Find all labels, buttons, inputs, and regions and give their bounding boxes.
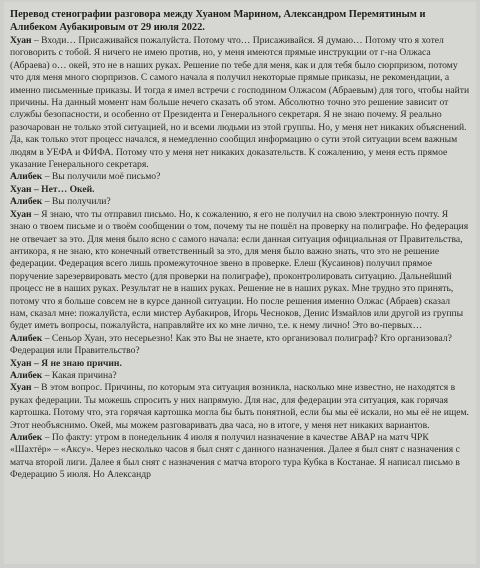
document-title: Перевод стенографии разговора между Хуаном Марином, Александром Перемятиным и Алибеком Аубакировым от 29 июля 2022. xyxy=(10,9,426,33)
line-text: – Сеньор Хуан, это несерьезно! Как это Вы не знаете, кто организовал полиграф? Кто организовал? Федерация или Правительство? xyxy=(10,332,452,357)
line-text: – Я не знаю причин. xyxy=(33,357,122,369)
transcript-line xyxy=(10,382,470,432)
transcript-line xyxy=(10,196,470,208)
transcript-line xyxy=(10,358,470,370)
line-text: – Входи… Присаживайся пожалуйста. Потому что… Присаживайся. Я думаю… Потому что я хотел поговорить с тобой. Я ничего не имею против, но, у меня имеются прямые инструкции от г-на Олжаса (Абраева) о… окей, это не в наших руках. Решение по тебе для меня, как и для тебя было сюрпризом, потому что для меня много сюрпризов. С самого начала я получил некоторые прямые приказы, не рекомендации, а именно письменные приказы. И тогда я имел встречи с господином Олжасом (Абраевым) для того, чтобы найти причины. На данный момент нам больше нечего сказать об этом. Абсолютно точно это решение зависит от службы безопасности, и особенно от Президента и Генерального секретаря. Я не знаю почему. Я реально разочарован не только этой ситуацией, но и всеми людьми из этой группы. Но, у меня нет никаких объяснений. Да, как только этот процесс начался, я немедленно сообщил информацию о сути этой ситуации всем важным людям в УЕФА и ФИФА. Потому что у меня нет никаких доказательств. К сожалению, у меня есть прямое указание Генерального секретаря. xyxy=(10,35,470,171)
line-text: – Вы получили? xyxy=(44,196,111,208)
speaker-name: Алибек xyxy=(10,171,43,183)
speaker-name: Алибек xyxy=(10,332,43,344)
speaker-name: Хуан xyxy=(10,357,32,369)
speaker-name: Хуан xyxy=(10,183,32,195)
line-text: – Какая причина? xyxy=(44,369,117,381)
line-text: – Вы получили моё письмо? xyxy=(44,171,161,183)
speaker-name: Хуан xyxy=(10,35,32,46)
speaker-name: Хуан xyxy=(10,208,32,220)
speaker-name: Алибек xyxy=(10,196,43,208)
transcript-line xyxy=(10,35,470,171)
line-text: – По факту: утром в понедельник 4 июля я получил назначение в качестве АВАР на матч ЧРК «Шахтёр» – «Аксу». Через несколько часов я был снят с данного назначения. Далее я был снят с назначения с матча второй лиги. Далее я был снят с назначения с матча второго тура Кубка в Костанае. Я написал письмо в Федерацию 5 июля. Но Александр xyxy=(10,432,460,481)
transcript-line xyxy=(10,370,470,382)
document-page xyxy=(4,2,476,564)
transcript-line xyxy=(10,209,470,333)
speaker-name: Алибек xyxy=(10,369,43,381)
speaker-name: Хуан xyxy=(10,382,32,394)
transcript-line xyxy=(10,432,470,482)
line-text: – Нет… Окей. xyxy=(33,183,95,195)
line-text: – Я знаю, что ты отправил письмо. Но, к сожалению, я его не получил на свою электронную почту. Я знаю о твоем письме и о твоём сообщении о том, почему ты не пошёл на проверку на полиграфе. Но федерация не отвечает за это. Для меня было ясно с самого начала: если данная ситуация официальная от Правительства, антикора, я не знаю, кто конечный ответственный за это, для меня было важно знать, что это не решение федерации. Федерация всего лишь промежуточное звено в проверке. Елеш (Кусаинов) получил прямое поручение зарезервировать место (для проверки на полиграфе), проконтролировать ситуацию. Дальнейший процесс не в наших руках. Результат не в наших руках. Решение не в наших руках. Мне трудно это принять, потому что я больше совсем не в курсе данной ситуации. Но после решения именно Олжас (Абраев) сказал нам, сказал мне: пожалуйста, если мистер Аубакиров, Игорь Чесноков, Денис Измайлов или другой из группы будет иметь вопросы, пожалуйста, направляйте их ко мне лично, т.е. к нему лично! Это во-первых… xyxy=(10,208,469,332)
line-text: – В этом вопрос. Причины, по которым эта ситуация возникла, насколько мне известно, не находятся в руках федерации. Ты можешь спросить у них напрямую. Для нас, для федерации эта ситуация, как горячая картошка. Потому что, эта горячая картошка могла бы быть понятной, если бы мы её искали, но мы её не ищем. Этот необъяснимо. Окей, мы можем разговаривать два часа, но в итоге, у меня нет никаких вариантов. xyxy=(10,382,469,431)
transcript-line xyxy=(10,171,470,183)
transcript-line xyxy=(10,184,470,196)
transcript-line xyxy=(10,333,470,358)
transcript-text xyxy=(10,8,470,482)
speaker-name: Алибек xyxy=(10,432,43,443)
